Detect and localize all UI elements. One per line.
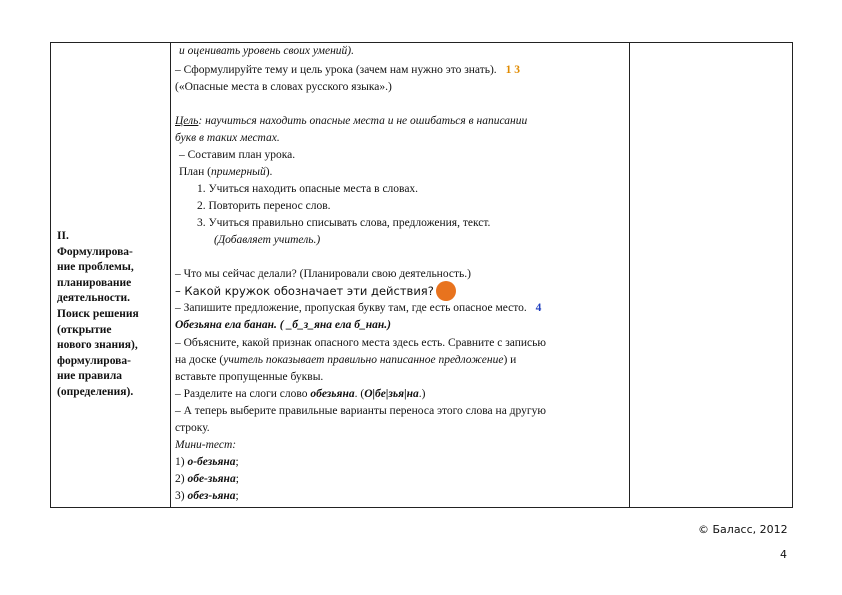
- content-text: – Разделите на слоги слово: [175, 388, 311, 400]
- stage-line: II.: [57, 230, 69, 242]
- circle-numbers: 1 3: [505, 64, 520, 76]
- content-line: («Опасные места в словах русского языка».): [175, 81, 392, 93]
- plan-label-b: примерный: [211, 166, 266, 178]
- option-num: 2): [175, 473, 188, 485]
- goal-text: : научиться находить опасные места и не ошибаться в написании: [198, 115, 528, 127]
- page-number: 4: [780, 548, 787, 561]
- stage-line: деятельности.: [57, 292, 131, 305]
- option-word: обе-зьяна: [187, 473, 236, 485]
- stage-line: ние правила: [57, 370, 123, 383]
- plan-item: 1. Учиться находить опасные места в словах.: [197, 183, 419, 195]
- stage-line: формулирова-: [57, 354, 131, 367]
- mini-test-label: Мини-тест:: [175, 439, 237, 451]
- plan-label: [179, 165, 272, 179]
- circle-number: 4: [535, 302, 542, 314]
- content-line: [175, 353, 516, 367]
- content-line: и оценивать уровень своих умений).: [179, 45, 355, 57]
- lesson-table: [50, 42, 793, 508]
- content-line: строку.: [175, 422, 210, 434]
- option-end: ;: [235, 490, 239, 502]
- cursor-dot: [436, 281, 456, 301]
- option-num: 1): [175, 456, 188, 468]
- content-line: вставьте пропущенные буквы.: [175, 371, 324, 383]
- copyright: © Баласс, 2012: [698, 523, 788, 536]
- example-sentence: Обезьяна ела банан. ( _б_з_яна ела б_нан.): [175, 319, 391, 331]
- column-divider: [170, 43, 171, 507]
- test-option: [175, 455, 239, 469]
- content-text: ) и: [503, 354, 517, 366]
- content-text: на доске (: [175, 354, 224, 366]
- option-num: 3): [175, 490, 188, 502]
- content-line: букв в таких местах.: [175, 132, 280, 144]
- content-line: – А теперь выберите правильные варианты переноса этого слова на другую: [175, 405, 546, 417]
- stage-line: (определения).: [57, 385, 134, 398]
- plan-label-a: План (: [179, 166, 212, 178]
- option-word: о-безьяна: [187, 456, 236, 468]
- stage-line: (открытие: [57, 323, 112, 336]
- option-word: обез-ьяна: [187, 490, 236, 502]
- content-line: – Составим план урока.: [179, 149, 296, 161]
- content-text: О|бе|зья|на: [364, 388, 419, 400]
- content-line: – Объясните, какой признак опасного места здесь есть. Сравните с записью: [175, 337, 546, 349]
- content-line: [175, 63, 520, 77]
- content-text: . (: [354, 388, 365, 400]
- plan-item: 2. Повторить перенос слов.: [197, 200, 331, 212]
- plan-item: 3. Учиться правильно списывать слова, предложения, текст.: [197, 217, 491, 229]
- test-option: [175, 472, 239, 486]
- test-option: [175, 489, 239, 503]
- content-text: .): [418, 388, 426, 400]
- stage-line: нового знания),: [57, 339, 138, 352]
- option-end: ;: [235, 456, 239, 468]
- stage-cell: [57, 229, 165, 401]
- goal-line: [175, 114, 527, 128]
- content-text: – Запишите предложение, пропуская букву там, где есть опасное место.: [175, 302, 527, 314]
- plan-note: (Добавляет учитель.): [214, 234, 321, 246]
- stage-line: Формулирова-: [57, 245, 133, 258]
- plan-label-c: ).: [265, 166, 273, 178]
- stage-line: Поиск решения: [57, 307, 139, 320]
- goal-label: Цель: [175, 115, 199, 127]
- column-divider: [629, 43, 630, 507]
- stage-line: ние проблемы,: [57, 261, 134, 274]
- content-text: обезьяна: [310, 388, 355, 400]
- content-line: [175, 387, 425, 401]
- option-end: ;: [235, 473, 239, 485]
- stage-line: планирование: [57, 276, 132, 289]
- content-line: – Что мы сейчас делали? (Планировали свою деятельность.): [175, 268, 471, 280]
- content-line: – Какой кружок обозначает эти действия?: [175, 284, 434, 298]
- content-text: – Сформулируйте тему и цель урока (зачем нам нужно это знать).: [175, 64, 497, 76]
- content-text: учитель показывает правильно написанное предложение: [223, 354, 504, 366]
- content-line: [175, 301, 541, 315]
